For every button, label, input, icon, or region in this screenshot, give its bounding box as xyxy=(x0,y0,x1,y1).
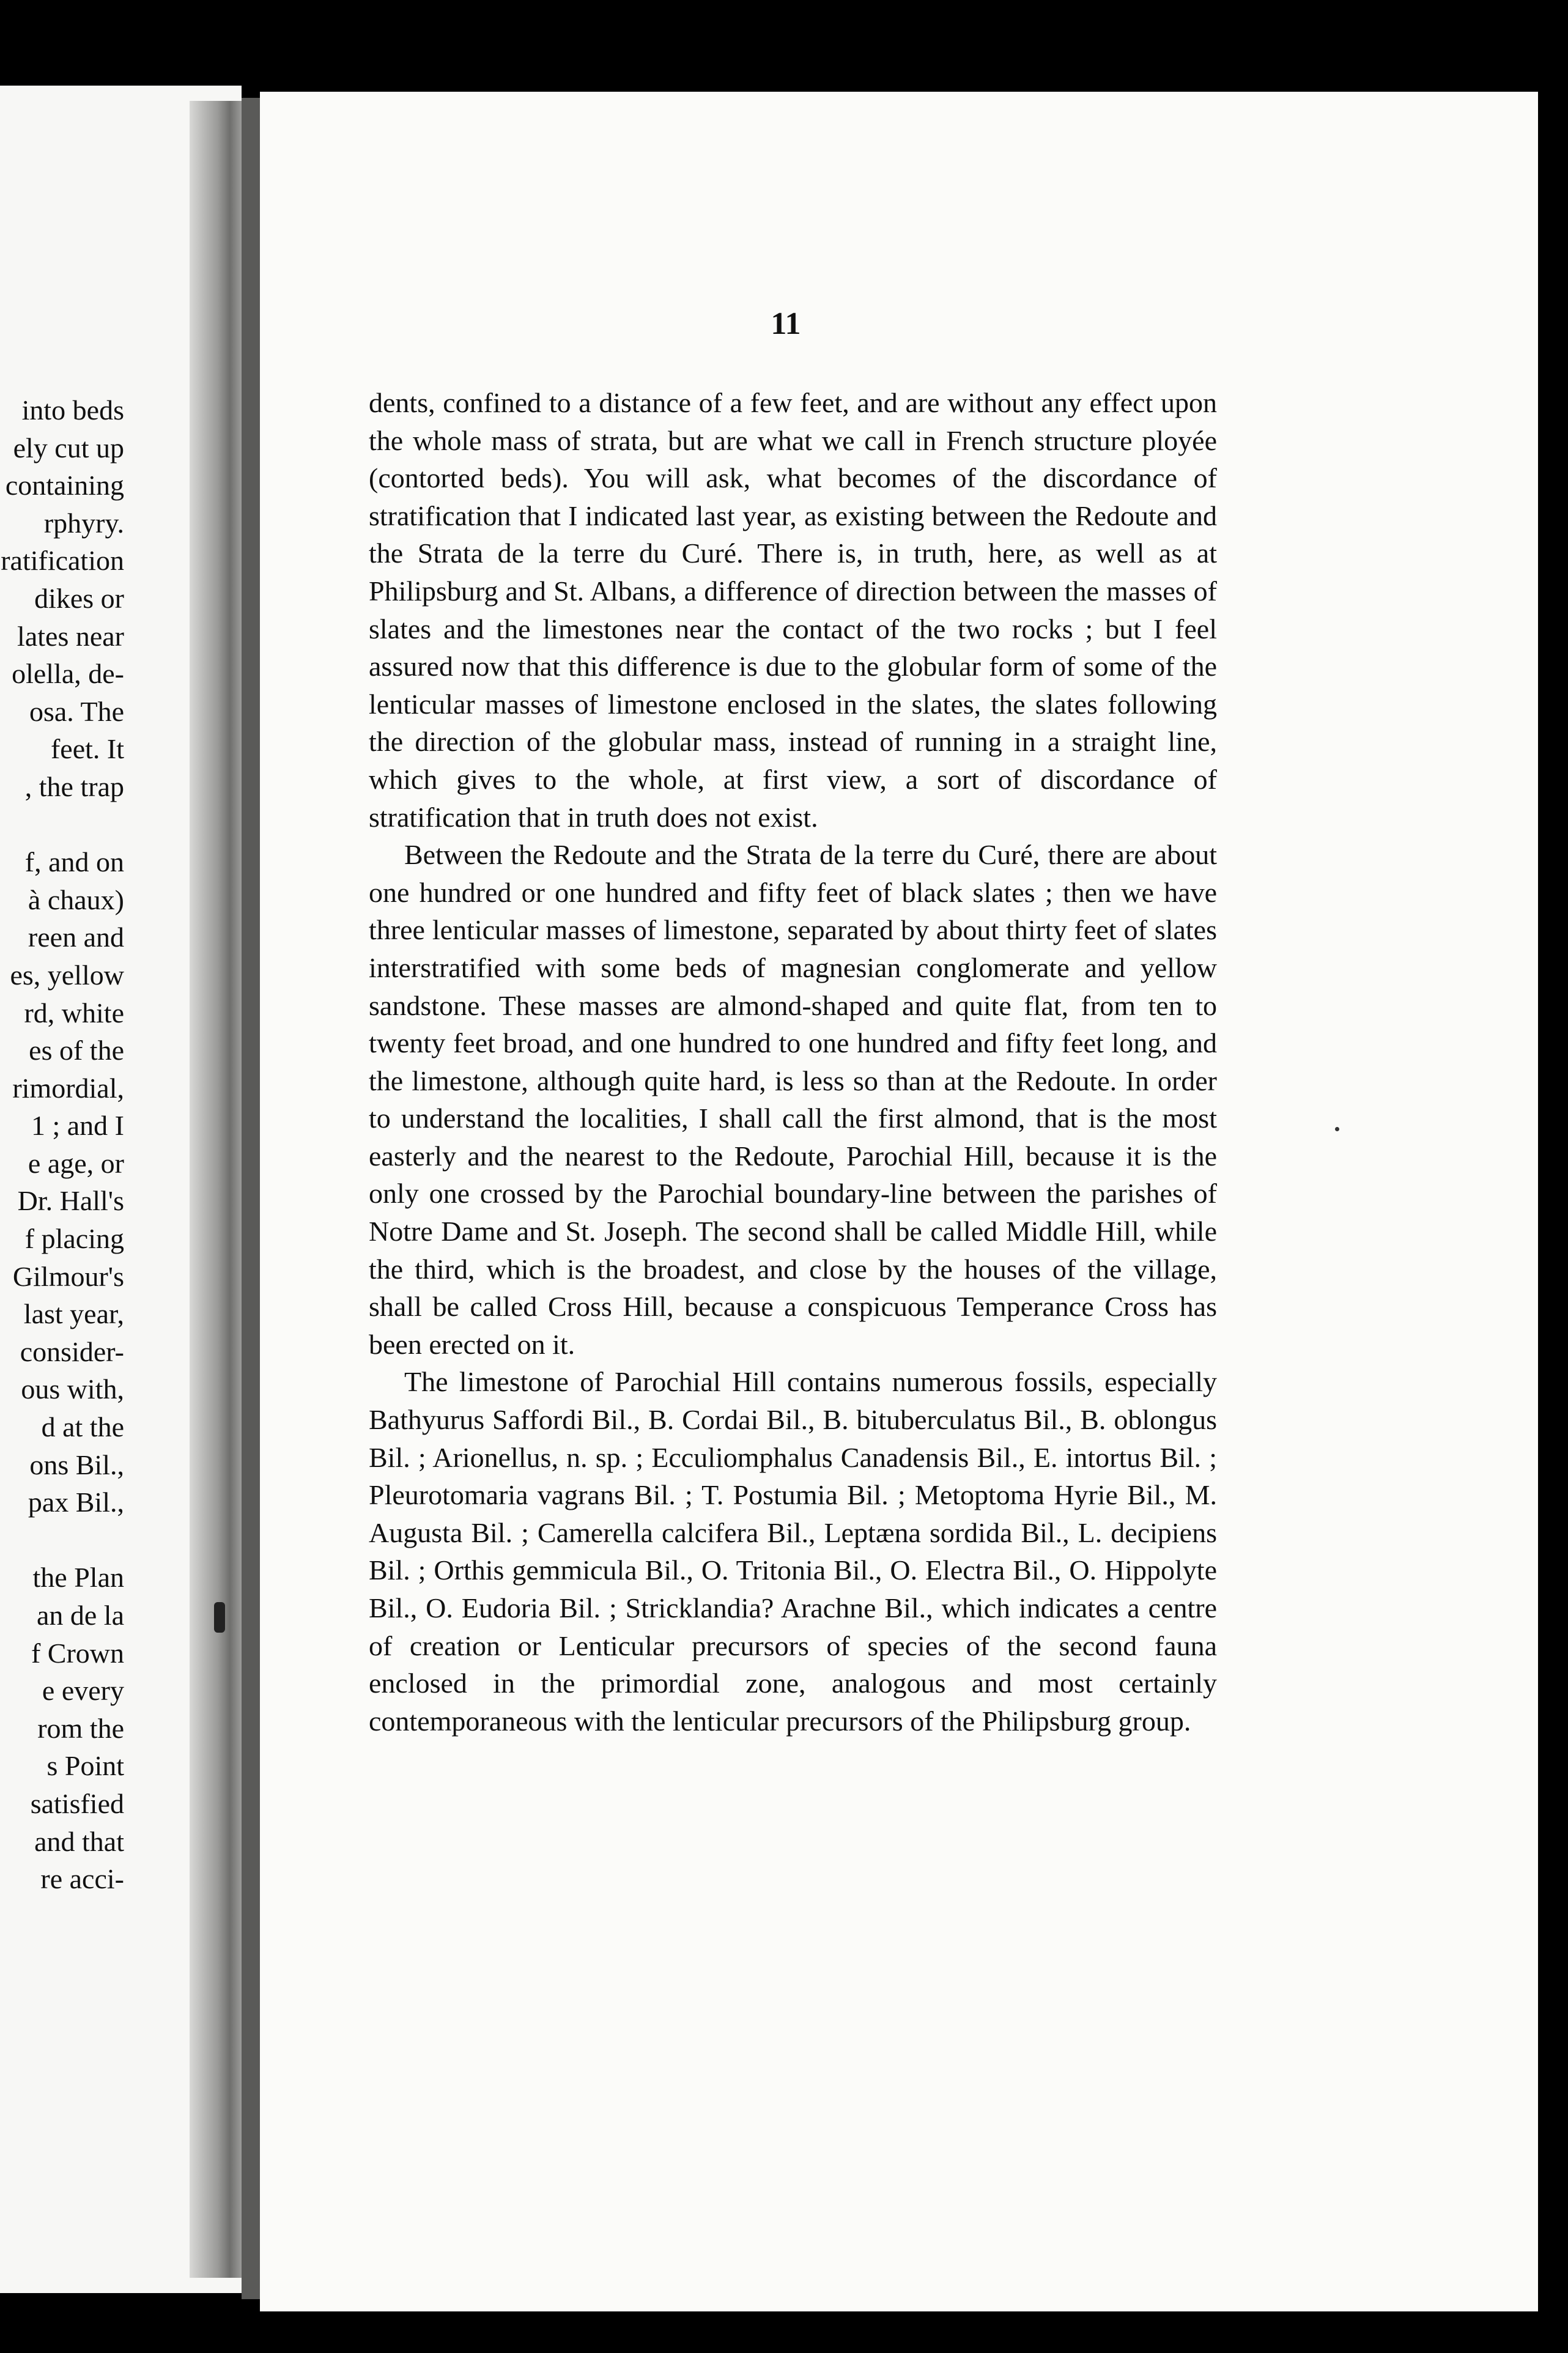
left-page-line: ous with, xyxy=(21,1373,124,1405)
left-page-line: lates near xyxy=(17,620,124,652)
left-page-line: rom the xyxy=(37,1712,124,1744)
left-page-line: into beds xyxy=(21,394,124,426)
left-page-line: ons Bil., xyxy=(29,1449,124,1480)
left-page-text-fragments xyxy=(0,391,124,1898)
left-page-line: containing xyxy=(5,470,124,501)
left-page-line xyxy=(0,806,124,844)
left-page-line: à chaux) xyxy=(28,884,124,915)
paragraph-1: dents, confined to a distance of a few feet, and are without any effect upon the whole mass of strata, but are what we call in French structure ployée (contorted beds). You will ask, what becomes of the discordance of stratification that I indicated last year, as existing between the Redoute and the Strata de la terre du Curé. There is, in truth, here, as well as at Philipsburg and St. Albans, a difference of direction between the masses of slates and the limestones near the contact of the two rocks ; but I feel assured now that this difference is due to the globular form of some of the lenticular masses of limestone enclosed in the slates, the slates following the direction of the globular mass, instead of running in a straight line, which gives to the whole, at first view, a sort of discordance of stratification that in truth does not exist. xyxy=(369,387,1217,833)
page-number: 11 xyxy=(771,306,801,341)
left-page-line: olella, de- xyxy=(12,658,124,690)
left-page-line: re acci- xyxy=(40,1863,124,1895)
left-page-line: f, and on xyxy=(24,846,124,878)
left-page-line: es, yellow xyxy=(10,959,124,991)
paragraph-2: Between the Redoute and the Strata de la terre du Curé, there are about one hundred or one hundred and fifty feet of black slates ; then we have three lenticular masses of limestone, separated by about thirty feet of slates interstratified with some beds of magnesian conglomerate and yellow sandstone. These masses are almond-shaped and quite flat, from ten to twenty feet broad, and one hundred to one hundred and fifty feet long, and the limestone, although quite hard, is less so than at the Redoute. In order to understand the localities, I shall call the first almond, that is the most easterly and the nearest to the Redoute, Parochial Hill, because it is the only one crossed by the Parochial boundary-line between the parishes of Notre Dame and St. Joseph. The second shall be called Middle Hill, while the third, which is the broadest, and close by the houses of the village, shall be called Cross Hill, because a conspicuous Temperance Cross has been erected on it. xyxy=(369,839,1217,1360)
left-page-line: f placing xyxy=(24,1223,124,1255)
stray-mark xyxy=(1335,1127,1339,1131)
paragraph-3: The limestone of Parochial Hill contains numerous fossils, especially Bathyurus Saffordi Bil., B. Cordai Bil., B. bituberculatus Bil., B. oblongus Bil. ; Arionellus, n. sp. ; Ecculiomphalus Canadensis Bil., E. intortus Bil. ; Pleurotomaria vagrans Bil. ; T. Postumia Bil. ; Metoptoma Hyrie Bil., M. Augusta Bil. ; Camerella calcifera Bil., Leptæna sordida Bil., L. decipiens Bil. ; Orthis gemmicula Bil., O. Tritonia Bil., O. Electra Bil., O. Hippolyte Bil., O. Eudoria Bil. ; Stricklandia? Arachne Bil., which indicates a centre of creation or Lenticular precursors of species of the second fauna enclosed in the primordial zone, analogous and most certainly contemporaneous with the lenticular precursors of the Philipsburg group. xyxy=(369,1366,1217,1737)
left-page-line: es of the xyxy=(29,1035,124,1066)
left-page-line: rimordial, xyxy=(12,1072,124,1104)
left-page-line: osa. The xyxy=(29,695,124,727)
left-page-line: consider- xyxy=(20,1335,124,1367)
left-page-line: feet. It xyxy=(50,733,124,765)
left-page-line: rphyry. xyxy=(43,507,124,539)
left-page-line: rd, white xyxy=(24,997,124,1029)
left-page-line: pax Bil., xyxy=(28,1487,124,1518)
left-page-line: satisfied xyxy=(30,1787,124,1819)
gutter-shadow xyxy=(242,98,260,2299)
left-page-line: , the trap xyxy=(24,770,124,802)
left-page-line: e age, or xyxy=(28,1147,124,1179)
left-page-line: reen and xyxy=(28,922,124,953)
left-page-line: and that xyxy=(34,1825,124,1857)
left-page-line: ely cut up xyxy=(13,432,124,464)
left-page-line: ratification xyxy=(1,545,124,577)
left-page-line: Gilmour's xyxy=(12,1260,124,1292)
body-text xyxy=(369,384,1217,1740)
left-page-line: the Plan xyxy=(32,1562,124,1594)
left-page-line: d at the xyxy=(41,1411,124,1443)
left-page-line: s Point xyxy=(46,1750,124,1782)
left-page-line: dikes or xyxy=(34,582,124,614)
left-page-line: last year, xyxy=(23,1298,124,1330)
left-page-line: e every xyxy=(42,1675,124,1707)
left-page-line: Dr. Hall's xyxy=(17,1185,124,1217)
left-page-line xyxy=(0,1521,124,1559)
ink-stain xyxy=(214,1602,225,1633)
left-page-line: an de la xyxy=(36,1600,124,1631)
left-page-line: 1 ; and I xyxy=(31,1110,124,1142)
left-page-line: f Crown xyxy=(31,1637,124,1669)
